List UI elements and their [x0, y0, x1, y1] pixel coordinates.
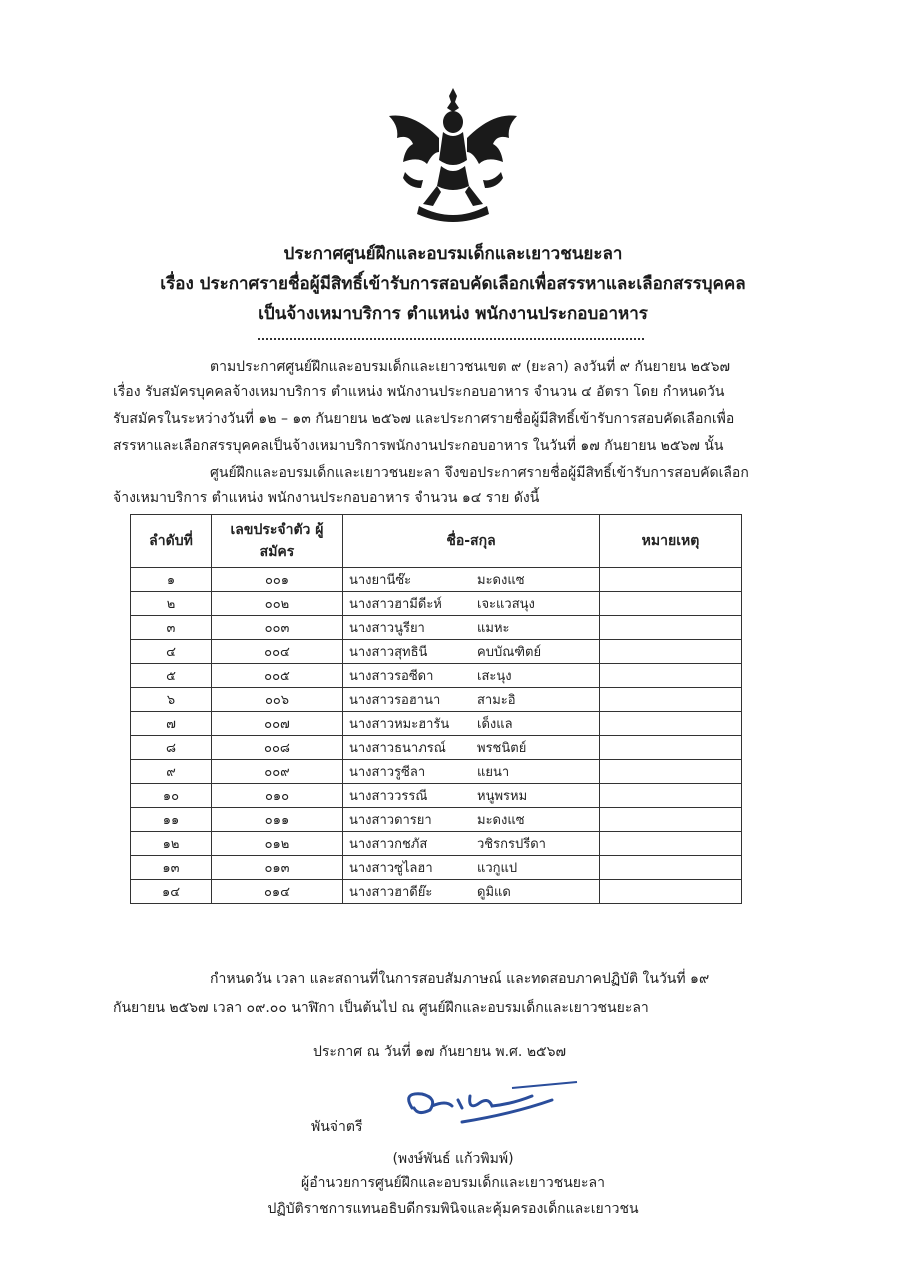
applicant-id: ๐๐๘	[212, 736, 343, 760]
announcement-subject: เรื่อง ประกาศรายชื่อผู้มีสิทธิ์เข้ารับการสอบคัดเลือกเพื่อสรรหาและเลือกสรรบุคคล	[160, 274, 746, 294]
row-number: ๖	[131, 688, 212, 712]
body-paragraph-line-5: ศูนย์ฝึกและอบรมเด็กและเยาวชนยะลา จึงขอประกาศรายชื่อผู้มีสิทธิ์เข้ารับการสอบคัดเลือก	[210, 465, 749, 481]
table-row	[131, 736, 742, 760]
remark-cell	[600, 712, 742, 736]
closing-paragraph-line-1: กำหนดวัน เวลา และสถานที่ในการสอบสัมภาษณ์ และทดสอบภาคปฏิบัติ ในวันที่ ๑๙	[210, 971, 710, 987]
applicant-id: ๐๑๐	[212, 784, 343, 808]
column-header-full-name: ชื่อ-สกุล	[343, 515, 600, 568]
row-number: ๑๓	[131, 856, 212, 880]
applicant-id: ๐๑๑	[212, 808, 343, 832]
row-number: ๑๐	[131, 784, 212, 808]
row-number: ๑๔	[131, 880, 212, 904]
first-name: นางสาวรูซีลา	[349, 765, 426, 780]
first-name: นางยานีซ๊ะ	[349, 573, 412, 588]
last-name: เด็งแล	[477, 717, 513, 732]
first-name: นางสาวฮามีดีะห์	[349, 597, 442, 612]
last-name: คบบัณฑิตย์	[477, 645, 542, 660]
garuda-emblem-icon	[383, 82, 523, 230]
remark-cell	[600, 760, 742, 784]
signer-name: (พงษ์พันธ์ แก้วพิมพ์)	[392, 1151, 514, 1167]
row-number: ๔	[131, 640, 212, 664]
full-name	[343, 712, 600, 736]
remark-cell	[600, 568, 742, 592]
applicant-id: ๐๑๓	[212, 856, 343, 880]
first-name: นางสาวนูรียา	[349, 621, 425, 636]
closing-paragraph-line-2: กันยายน ๒๕๖๗ เวลา ๐๙.๐๐ นาฬิกา เป็นต้นไป ณ ศูนย์ฝึกและอบรมเด็กและเยาวชนยะลา	[113, 1000, 649, 1016]
applicant-id: ๐๐๖	[212, 688, 343, 712]
last-name: หนูพรหม	[477, 789, 528, 804]
applicant-id: ๐๑๒	[212, 832, 343, 856]
first-name: นางสาววรรณี	[349, 789, 428, 804]
first-name: นางสาวซูไลฮา	[349, 861, 433, 876]
signer-position-2: ปฏิบัติราชการแทนอธิบดีกรมพินิจและคุ้มครองเด็กและเยาวชน	[267, 1201, 639, 1217]
column-header-remark: หมายเหตุ	[600, 515, 742, 568]
full-name	[343, 688, 600, 712]
remark-cell	[600, 736, 742, 760]
last-name: มะดงแซ	[477, 813, 525, 828]
row-number: ๑๒	[131, 832, 212, 856]
body-paragraph-line-3: รับสมัครในระหว่างวันที่ ๑๒ – ๑๓ กันยายน ๒๕๖๗ และประกาศรายชื่อผู้มีสิทธิ์เข้ารับการสอบคัดเลือกเพื่อ	[113, 411, 735, 427]
first-name: นางสาวฮาดีย๊ะ	[349, 885, 433, 900]
row-number: ๕	[131, 664, 212, 688]
body-paragraph-line-1: ตามประกาศศูนย์ฝึกและอบรมเด็กและเยาวชนเขต ๙ (ยะลา) ลงวันที่ ๙ กันยายน ๒๕๖๗	[210, 359, 731, 375]
table-row	[131, 760, 742, 784]
table-row	[131, 784, 742, 808]
remark-cell	[600, 592, 742, 616]
remark-cell	[600, 664, 742, 688]
last-name: ดูมิแด	[477, 885, 511, 900]
announcement-position: เป็นจ้างเหมาบริการ ตำแหน่ง พนักงานประกอบอาหาร	[258, 304, 648, 324]
applicant-id: ๐๐๗	[212, 712, 343, 736]
last-name: แยนา	[477, 765, 510, 780]
remark-cell	[600, 880, 742, 904]
candidate-table-body	[131, 568, 742, 904]
last-name: วชิรกรปรีดา	[477, 837, 546, 852]
dotted-divider	[258, 330, 644, 340]
last-name: สามะอิ	[477, 693, 516, 708]
remark-cell	[600, 640, 742, 664]
table-row	[131, 808, 742, 832]
row-number: ๙	[131, 760, 212, 784]
remark-cell	[600, 616, 742, 640]
remark-cell	[600, 808, 742, 832]
table-row	[131, 592, 742, 616]
table-row	[131, 856, 742, 880]
first-name: นางสาวรอซีดา	[349, 669, 434, 684]
remark-cell	[600, 784, 742, 808]
applicant-id: ๐๐๒	[212, 592, 343, 616]
row-number: ๓	[131, 616, 212, 640]
row-number: ๑๑	[131, 808, 212, 832]
full-name	[343, 664, 600, 688]
first-name: นางสาวดารยา	[349, 813, 432, 828]
full-name	[343, 616, 600, 640]
full-name	[343, 640, 600, 664]
body-paragraph-line-4: สรรหาและเลือกสรรบุคคลเป็นจ้างเหมาบริการพนักงานประกอบอาหาร ในวันที่ ๑๗ กันยายน ๒๕๖๗ นั้น	[113, 438, 724, 454]
full-name	[343, 880, 600, 904]
body-paragraph-line-2: เรื่อง รับสมัครบุคคลจ้างเหมาบริการ ตำแหน่ง พนักงานประกอบอาหาร จำนวน ๔ อัตรา โดย กำหนดวัน	[113, 384, 725, 400]
applicant-id: ๐๐๔	[212, 640, 343, 664]
column-header-applicant-id: เลขประจำตัว ผู้สมัคร	[212, 515, 343, 568]
applicant-id: ๐๐๕	[212, 664, 343, 688]
applicant-id: ๐๐๙	[212, 760, 343, 784]
announcement-date: ประกาศ ณ วันที่ ๑๗ กันยายน พ.ศ. ๒๕๖๗	[313, 1044, 567, 1060]
first-name: นางสาวธนาภรณ์	[349, 741, 446, 756]
last-name: แวกูแป	[477, 861, 518, 876]
full-name	[343, 736, 600, 760]
applicant-id: ๐๐๓	[212, 616, 343, 640]
signer-position-1: ผู้อำนวยการศูนย์ฝึกและอบรมเด็กและเยาวชนยะลา	[301, 1175, 605, 1191]
table-row	[131, 568, 742, 592]
first-name: นางสาวหมะฮารัน	[349, 717, 450, 732]
full-name	[343, 760, 600, 784]
last-name: เจะแวสนุง	[477, 597, 535, 612]
table-row	[131, 832, 742, 856]
body-paragraph-line-6: จ้างเหมาบริการ ตำแหน่ง พนักงานประกอบอาหาร จำนวน ๑๔ ราย ดังนี้	[113, 490, 540, 506]
table-row	[131, 880, 742, 904]
first-name: นางสาวรอฮานา	[349, 693, 441, 708]
first-name: นางสาวกชภัส	[349, 837, 428, 852]
remark-cell	[600, 688, 742, 712]
candidate-table	[130, 514, 742, 904]
full-name	[343, 832, 600, 856]
table-row	[131, 664, 742, 688]
last-name: เสะนุง	[477, 669, 512, 684]
table-row	[131, 640, 742, 664]
row-number: ๘	[131, 736, 212, 760]
signer-rank: พันจ่าตรี	[311, 1119, 363, 1135]
row-number: ๒	[131, 592, 212, 616]
applicant-id: ๐๐๑	[212, 568, 343, 592]
full-name	[343, 856, 600, 880]
table-header-row	[131, 515, 742, 568]
first-name: นางสาวสุทธินี	[349, 645, 428, 660]
last-name: มะดงแซ	[477, 573, 525, 588]
table-row	[131, 712, 742, 736]
full-name	[343, 568, 600, 592]
table-row	[131, 616, 742, 640]
full-name	[343, 784, 600, 808]
applicant-id: ๐๑๔	[212, 880, 343, 904]
column-header-number: ลำดับที่	[131, 515, 212, 568]
handwritten-signature	[392, 1078, 582, 1138]
row-number: ๗	[131, 712, 212, 736]
last-name: แมหะ	[477, 621, 510, 636]
full-name	[343, 808, 600, 832]
table-row	[131, 688, 742, 712]
announcement-title: ประกาศศูนย์ฝึกและอบรมเด็กและเยาวชนยะลา	[283, 244, 623, 264]
row-number: ๑	[131, 568, 212, 592]
last-name: พรชนิตย์	[477, 741, 527, 756]
remark-cell	[600, 832, 742, 856]
remark-cell	[600, 856, 742, 880]
full-name	[343, 592, 600, 616]
